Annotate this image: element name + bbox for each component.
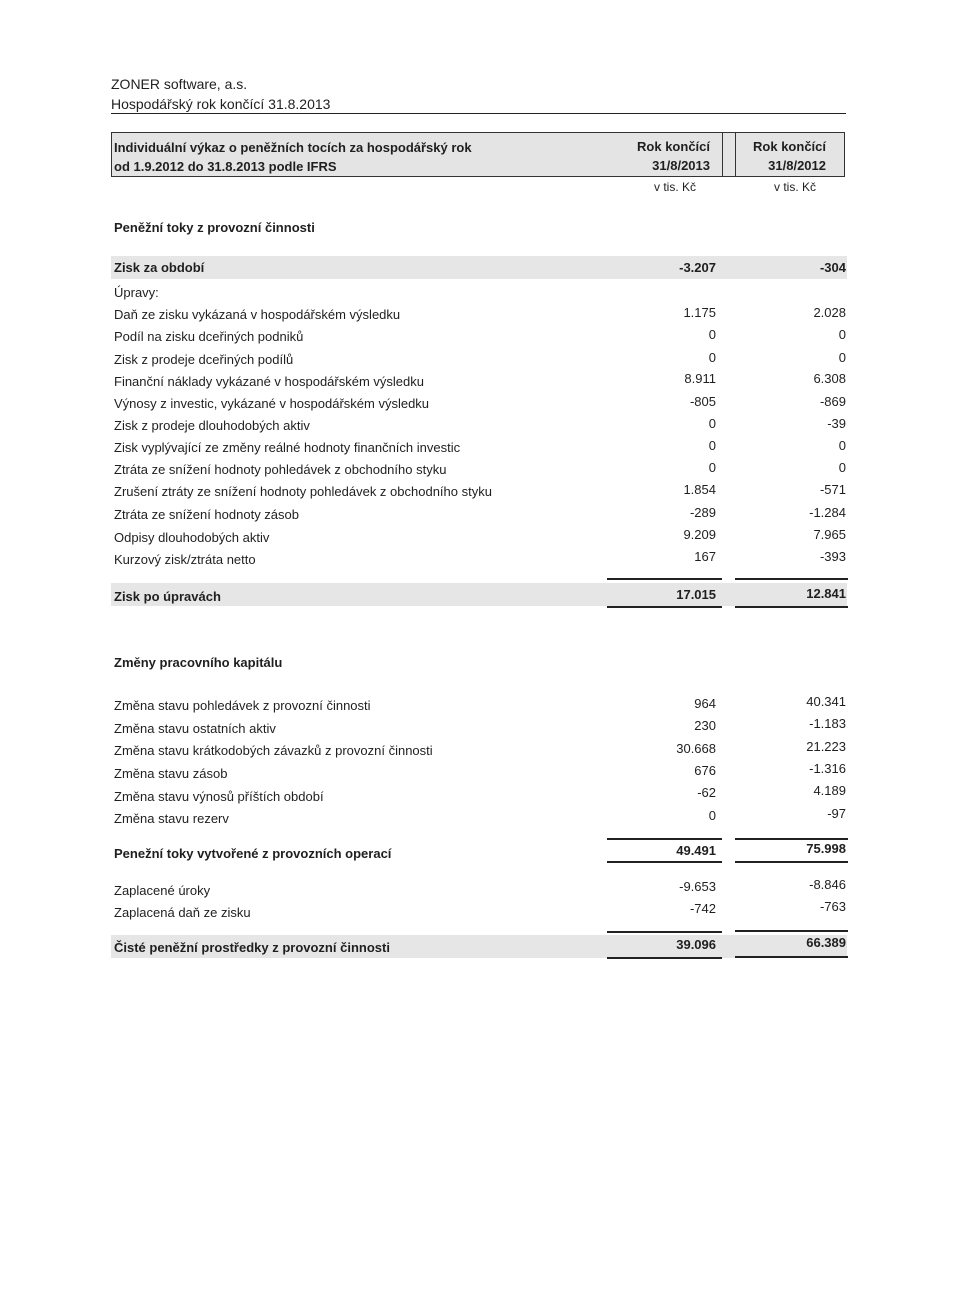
table-row-value-2012: 40.341 — [806, 694, 846, 709]
table-row-value-2013: 8.911 — [684, 371, 716, 386]
table-row-value-2013: 1.854 — [683, 482, 716, 497]
column-header-2013-line2: 31/8/2013 — [652, 158, 710, 173]
table-row-value-2013: 167 — [694, 549, 716, 564]
section-heading-operating: Peněžní toky z provozní činnosti — [114, 220, 315, 235]
table-row-value-2013: 9.209 — [683, 527, 716, 542]
working-capital-subtotal-value-2013: 49.491 — [676, 843, 716, 858]
table-row-value-2013: -742 — [689, 901, 716, 916]
table-row-value-2013: -9.653 — [679, 879, 716, 894]
table-row-value-2013: -805 — [689, 394, 716, 409]
column-header-2013 — [600, 137, 710, 175]
table-row-label: Zaplacená daň ze zisku — [114, 905, 251, 920]
company-name: ZONER software, a.s. — [111, 76, 248, 92]
table-row-label: Zisk z prodeje dlouhodobých aktiv — [114, 418, 310, 433]
subtotal-rule — [607, 838, 722, 840]
working-capital-subtotal-label: Penežní toky vytvořené z provozních operací — [114, 846, 392, 861]
table-row-value-2012: 0 — [838, 438, 846, 453]
profit-label: Zisk za období — [114, 260, 205, 275]
unit-label-2013: v tis. Kč — [653, 180, 696, 194]
table-row-label: Změna stavu rezerv — [114, 811, 229, 826]
net-cash-operating-value-2013: 39.096 — [676, 937, 716, 952]
table-row-value-2013: -289 — [689, 505, 716, 520]
table-row-value-2012: 0 — [838, 327, 846, 342]
table-row-value-2013: 0 — [708, 327, 716, 342]
table-row-value-2012: -8.846 — [809, 877, 846, 892]
subtotal-rule — [735, 838, 848, 840]
table-row-value-2012: -393 — [819, 549, 846, 564]
subtotal-row-band — [111, 583, 847, 606]
table-row-value-2013: 0 — [708, 808, 716, 823]
table-row-value-2013: 1.175 — [683, 305, 716, 320]
table-row-value-2012: 0 — [838, 350, 846, 365]
table-row-value-2012: -571 — [819, 482, 846, 497]
profit-row-band — [111, 256, 847, 279]
net-cash-operating-label: Čisté peněžní prostředky z provozní činnosti — [114, 940, 390, 955]
adjustments-label: Úpravy: — [114, 285, 159, 300]
subtotal-rule — [607, 861, 722, 863]
table-row-label: Změna stavu zásob — [114, 766, 228, 781]
subtotal-rule — [607, 578, 722, 580]
subtotal-value-2012: 12.841 — [806, 586, 846, 601]
table-row-label: Změna stavu výnosů příštích období — [114, 789, 324, 804]
table-row-label: Zisk vyplývající ze změny reálné hodnoty finančních investic — [114, 440, 461, 455]
profit-value-2012: -304 — [819, 260, 846, 275]
subtotal-rule — [735, 606, 848, 608]
table-row-value-2012: -1.183 — [809, 716, 846, 731]
table-row-value-2012: -1.316 — [809, 761, 846, 776]
unit-label-2012: v tis. Kč — [773, 180, 816, 194]
table-row-value-2013: 676 — [694, 763, 716, 778]
total-rule — [735, 930, 848, 932]
table-row-label: Zaplacené úroky — [114, 883, 211, 898]
table-row-label: Zisk z prodeje dceřiných podílů — [114, 352, 294, 367]
column-header-2012 — [716, 137, 826, 175]
statement-title-line2: od 1.9.2012 do 31.8.2013 podle IFRS — [114, 159, 337, 174]
table-row-value-2012: -97 — [827, 806, 846, 821]
table-row-value-2012: -763 — [819, 899, 846, 914]
table-row-label: Ztráta ze snížení hodnoty zásob — [114, 507, 299, 522]
subtotal-rule — [735, 578, 848, 580]
subtotal-value-2013: 17.015 — [676, 587, 716, 602]
header-divider — [111, 113, 846, 114]
table-row-label: Změna stavu pohledávek z provozní činnosti — [114, 698, 371, 713]
subtotal-label: Zisk po úpravách — [114, 589, 221, 604]
table-row-label: Daň ze zisku vykázaná v hospodářském výsledku — [114, 307, 401, 322]
table-row-label: Ztráta ze snížení hodnoty pohledávek z obchodního styku — [114, 462, 447, 477]
table-row-label: Výnosy z investic, vykázané v hospodářském výsledku — [114, 396, 430, 411]
table-row-value-2012: -869 — [819, 394, 846, 409]
table-row-label: Podíl na zisku dceřiných podniků — [114, 329, 304, 344]
net-cash-operating-value-2012: 66.389 — [806, 935, 846, 950]
table-row-value-2013: 0 — [708, 438, 716, 453]
table-row-label: Zrušení ztráty ze snížení hodnoty pohledávek z obchodního styku — [114, 484, 492, 499]
table-row-value-2012: 0 — [838, 460, 846, 475]
total-rule — [607, 957, 722, 959]
column-header-2012-line2: 31/8/2012 — [768, 158, 826, 173]
table-row-value-2013: 0 — [708, 416, 716, 431]
table-row-value-2012: 2.028 — [813, 305, 846, 320]
statement-title — [114, 138, 504, 176]
section-heading-working-capital: Změny pracovního kapitálu — [114, 655, 283, 670]
table-row-value-2013: 964 — [694, 696, 716, 711]
profit-value-2013: -3.207 — [679, 260, 716, 275]
table-row-value-2013: -62 — [697, 785, 716, 800]
subtotal-rule — [735, 861, 848, 863]
statement-title-line1: Individuální výkaz o peněžních tocích za hospodářský rok — [114, 140, 472, 155]
column-header-2013-line1: Rok končící — [637, 139, 710, 154]
table-row-value-2012: -39 — [827, 416, 846, 431]
table-row-value-2013: 0 — [708, 460, 716, 475]
total-rule — [735, 956, 848, 958]
table-row-label: Odpisy dlouhodobých aktiv — [114, 530, 270, 545]
table-row-value-2013: 0 — [708, 350, 716, 365]
table-row-value-2012: 4.189 — [813, 783, 846, 798]
table-row-value-2012: 6.308 — [813, 371, 846, 386]
table-row-label: Změna stavu ostatních aktiv — [114, 721, 276, 736]
table-row-label: Finanční náklady vykázané v hospodářském výsledku — [114, 374, 424, 389]
table-row-value-2012: 7.965 — [813, 527, 846, 542]
table-row-value-2012: 21.223 — [806, 739, 846, 754]
table-row-value-2013: 230 — [694, 718, 716, 733]
working-capital-subtotal-value-2012: 75.998 — [806, 841, 846, 856]
table-row-value-2012: -1.284 — [809, 505, 846, 520]
table-row-label: Kurzový zisk/ztráta netto — [114, 552, 256, 567]
column-header-2012-line1: Rok končící — [753, 139, 826, 154]
table-row-label: Změna stavu krátkodobých závazků z provozní činnosti — [114, 743, 433, 758]
table-row-value-2013: 30.668 — [676, 741, 716, 756]
total-rule — [607, 931, 722, 933]
fiscal-year-caption: Hospodářský rok končící 31.8.2013 — [111, 96, 331, 112]
subtotal-rule — [607, 606, 722, 608]
